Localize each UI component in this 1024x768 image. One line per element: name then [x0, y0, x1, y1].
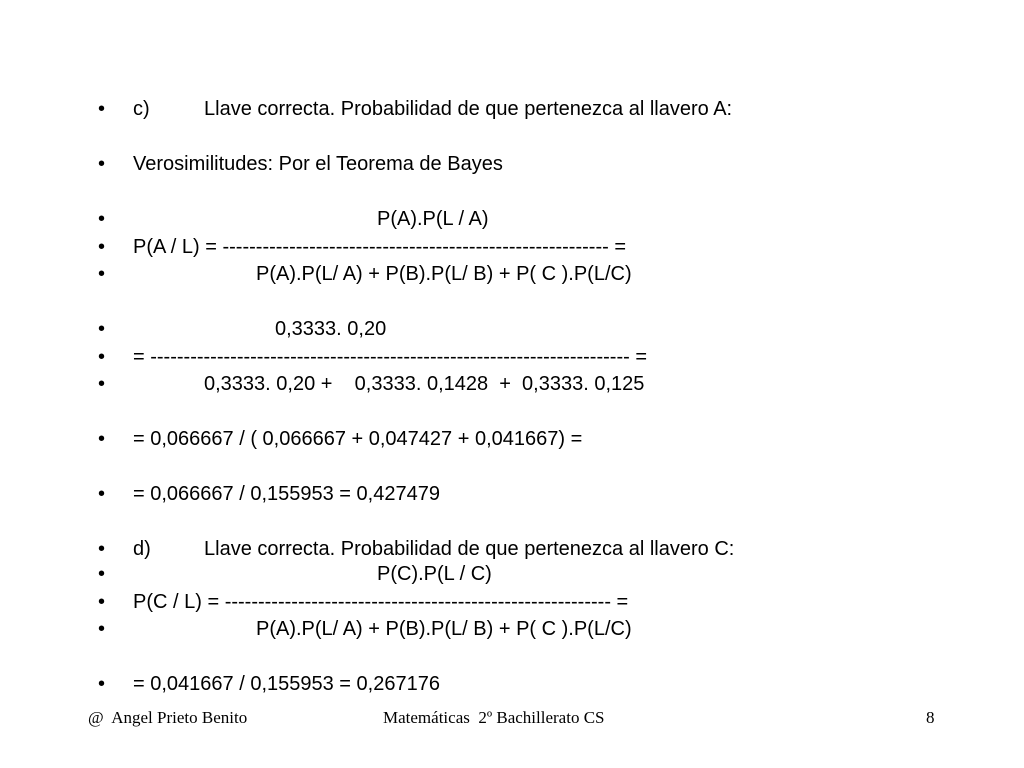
formula-numerator-c: P(C).P(L / C) — [377, 563, 492, 585]
numeric-numerator: 0,3333. 0,20 — [275, 318, 387, 340]
formula-numerator-a: P(A).P(L / A) — [377, 208, 489, 230]
bullet: • — [98, 98, 106, 120]
numeric-denominator: 0,3333. 0,20 + 0,3333. 0,1428 + 0,3333. 0,125 — [204, 373, 645, 395]
bullet: • — [98, 153, 106, 175]
footer-page-number: 8 — [926, 708, 935, 727]
result-c: = 0,041667 / 0,155953 = 0,267176 — [133, 673, 440, 695]
bullet: • — [98, 483, 106, 505]
bullet: • — [98, 208, 106, 230]
heading-c: Llave correcta. Probabilidad de que pertenezca al llavero A: — [204, 98, 733, 120]
bullet: • — [98, 373, 106, 395]
formula-fraction-a: P(A / L) = ---------------------------------------------------------- = — [133, 236, 627, 258]
bullet: • — [98, 538, 106, 560]
bullet: • — [98, 236, 106, 258]
bullet: • — [98, 563, 106, 585]
item-label-d: d) — [133, 538, 151, 560]
result-a: = 0,066667 / 0,155953 = 0,427479 — [133, 483, 440, 505]
bullet: • — [98, 263, 106, 285]
formula-denominator-a: P(A).P(L/ A) + P(B).P(L/ B) + P( C ).P(L/C) — [256, 263, 632, 285]
bullet: • — [98, 428, 106, 450]
footer-course: Matemáticas 2º Bachillerato CS — [383, 708, 605, 727]
formula-fraction-c: P(C / L) = ---------------------------------------------------------- = — [133, 591, 629, 613]
footer-author: @ Angel Prieto Benito — [88, 708, 248, 727]
verosimilitudes-line: Verosimilitudes: Por el Teorema de Bayes — [133, 153, 503, 175]
calculation-step: = 0,066667 / ( 0,066667 + 0,047427 + 0,041667) = — [133, 428, 583, 450]
bullet: • — [98, 318, 106, 340]
bullet: • — [98, 346, 106, 368]
numeric-fraction-line: = ------------------------------------------------------------------------ = — [133, 346, 648, 368]
heading-d: Llave correcta. Probabilidad de que pertenezca al llavero C: — [204, 538, 735, 560]
item-label-c: c) — [133, 98, 150, 120]
bullet: • — [98, 673, 106, 695]
formula-denominator-c: P(A).P(L/ A) + P(B).P(L/ B) + P( C ).P(L/C) — [256, 618, 632, 640]
bullet: • — [98, 618, 106, 640]
bullet: • — [98, 591, 106, 613]
